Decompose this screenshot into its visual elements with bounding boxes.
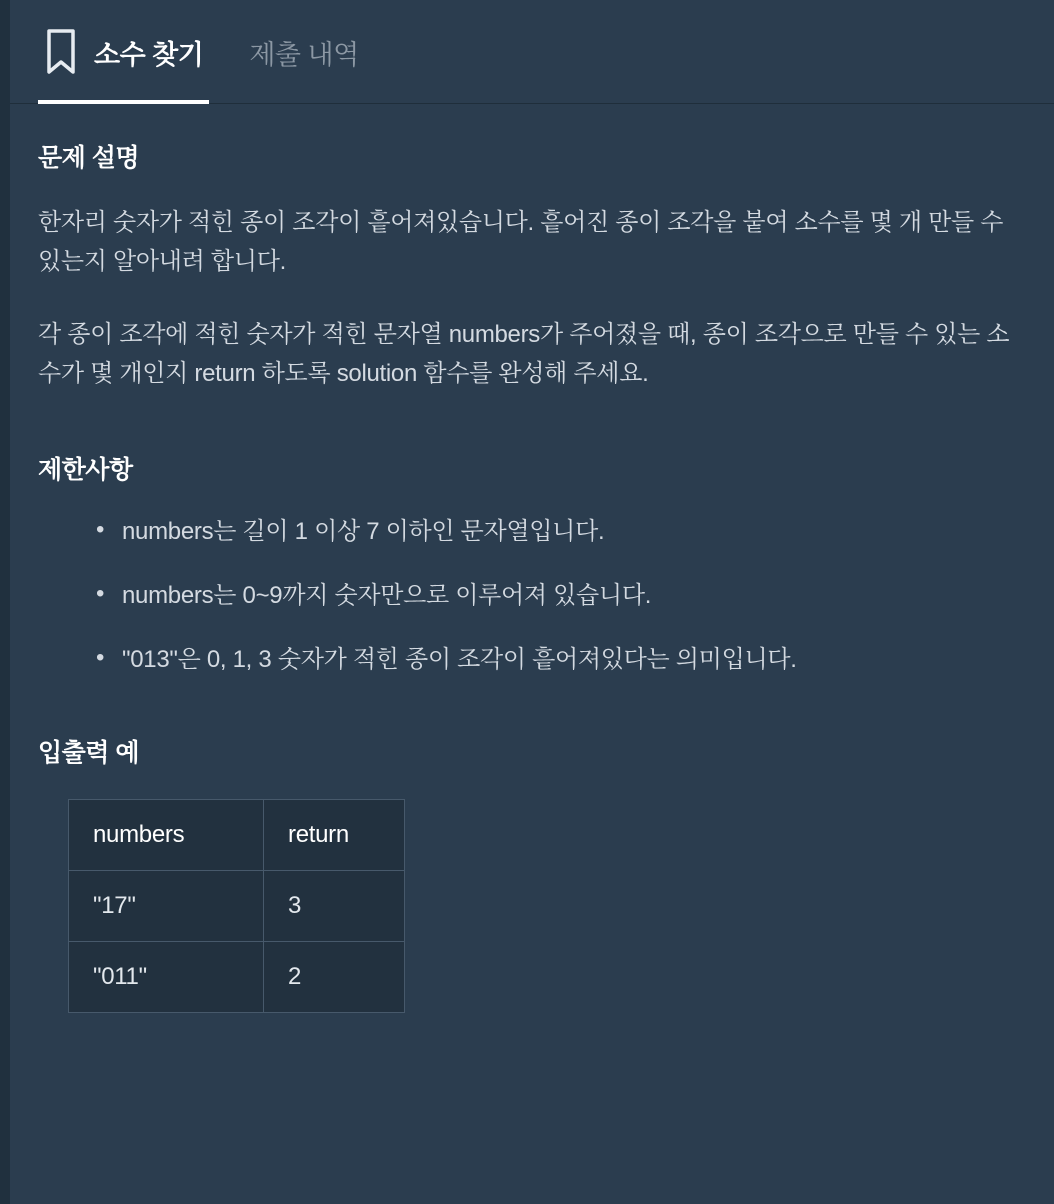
tab-label: 소수 찾기 — [94, 39, 204, 70]
cell-numbers: "011" — [69, 941, 264, 1012]
tab-label: 제출 내역 — [249, 39, 359, 70]
list-item: • numbers는 길이 1 이상 7 이하인 문자열입니다. — [122, 516, 1024, 548]
bookmark-icon — [44, 27, 78, 77]
examples-table — [68, 799, 405, 1013]
table-row — [69, 941, 405, 1012]
section-title-description: 문제 설명 — [38, 144, 140, 172]
description-paragraph-1: 한자리 숫자가 적힌 종이 조각이 흩어져있습니다. 흩어진 종이 조각을 붙여 소수를 몇 개 만들 수 있는지 알아내려 합니다. — [38, 209, 1004, 275]
list-item: • numbers는 0~9까지 숫자만으로 이루어져 있습니다. — [122, 580, 1024, 612]
table-row — [69, 870, 405, 941]
problem-content — [10, 104, 1054, 1013]
tab-bar — [10, 0, 1054, 104]
cell-return: 2 — [264, 941, 405, 1012]
constraints-list — [38, 516, 1024, 677]
list-item: • "013"은 0, 1, 3 숫자가 적힌 종이 조각이 흩어져있다는 의미입니다. — [122, 644, 1024, 676]
section-title-examples: 입출력 예 — [38, 738, 140, 767]
column-header-numbers: numbers — [69, 799, 264, 870]
section-title-constraints: 제한사항 — [38, 455, 133, 484]
cell-numbers: "17" — [69, 870, 264, 941]
tab-submission-history[interactable] — [243, 0, 364, 104]
tab-problem-description[interactable] — [38, 0, 209, 104]
cell-return: 3 — [264, 870, 405, 941]
column-header-return: return — [264, 799, 405, 870]
table-header-row — [69, 799, 405, 870]
description-paragraph-2: 각 종이 조각에 적힌 숫자가 적힌 문자열 numbers가 주어졌을 때, 종이 조각으로 만들 수 있는 소수가 몇 개인지 return 하도록 solution 함수를 완성해 주세요. — [38, 320, 1010, 387]
